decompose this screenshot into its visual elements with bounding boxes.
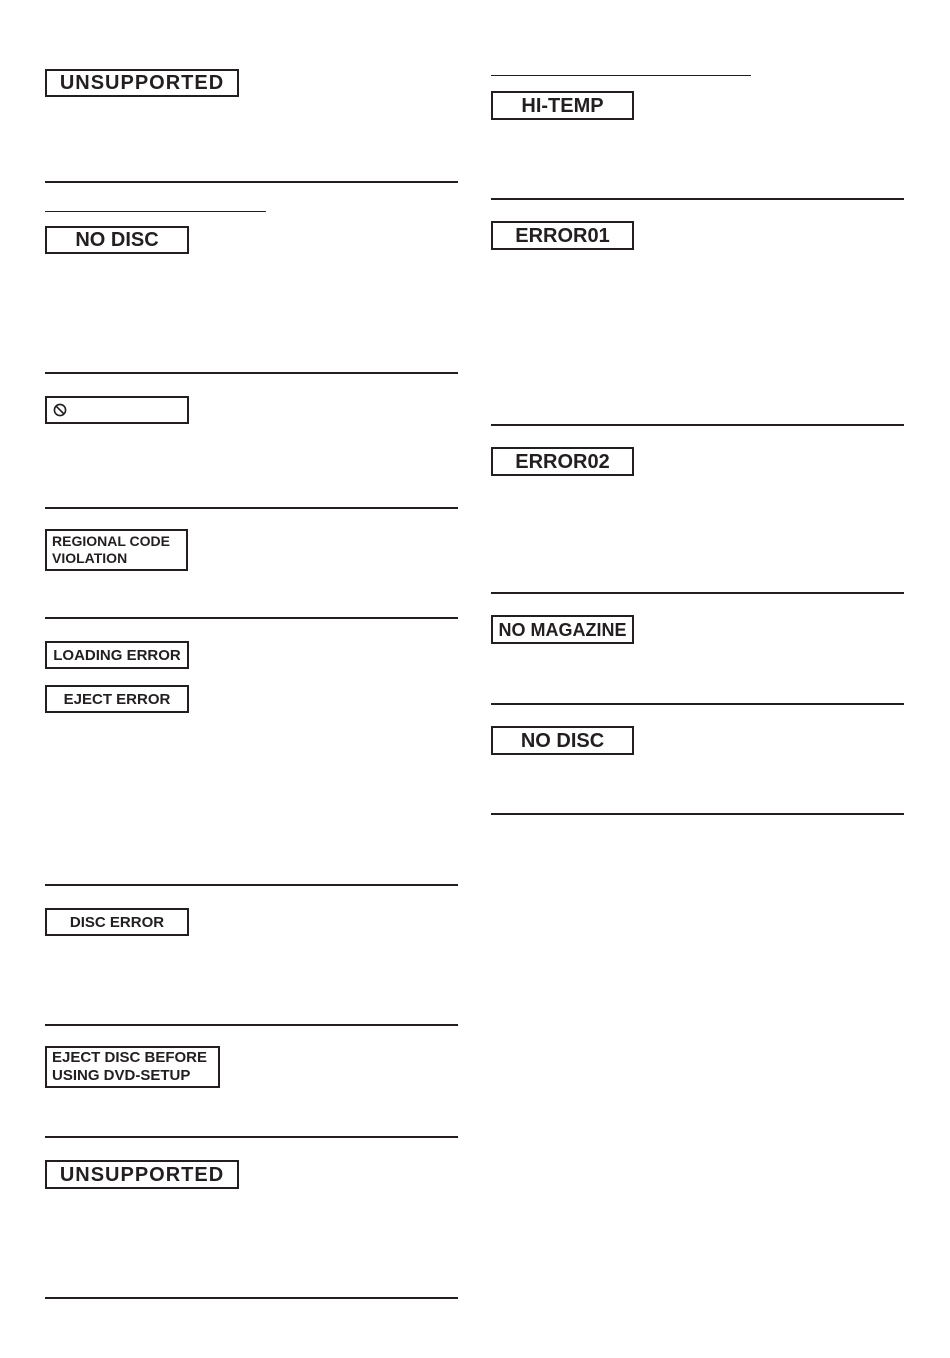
section-divider <box>45 1136 458 1138</box>
loading-error-label <box>45 641 189 669</box>
regional-code-line2: VIOLATION <box>52 550 128 566</box>
section-divider <box>45 1297 458 1299</box>
subsection-divider <box>491 75 751 76</box>
no-disc-label <box>45 226 189 254</box>
error01-label <box>491 221 634 250</box>
section-divider <box>45 884 458 886</box>
eject-error-label <box>45 685 189 713</box>
section-divider <box>45 372 458 374</box>
section-divider <box>491 703 904 705</box>
subsection-divider <box>45 211 266 212</box>
no-magazine-text: NO MAGAZINE <box>498 619 627 640</box>
regional-code-line1: REGIONAL CODE <box>52 533 170 550</box>
no-disc-text: NO DISC <box>75 229 159 251</box>
unsupported-bottom-text: UNSUPPORTED <box>59 1163 225 1186</box>
eject-disc-before-line1: EJECT DISC BEFORE <box>52 1049 208 1066</box>
error01-text: ERROR01 <box>515 224 610 247</box>
error02-text: ERROR02 <box>515 450 610 473</box>
section-divider <box>45 617 458 619</box>
section-divider <box>491 813 904 815</box>
prohibit-label <box>45 396 189 424</box>
eject-error-text: EJECT ERROR <box>63 690 171 708</box>
section-divider <box>45 1024 458 1026</box>
section-divider <box>45 181 458 183</box>
eject-disc-before-line2: USING DVD-SETUP <box>52 1067 191 1084</box>
no-disc-right-text: NO DISC <box>520 729 605 752</box>
no-disc-right-label <box>491 726 634 755</box>
section-divider <box>491 198 904 200</box>
unsupported-top-label <box>45 69 239 97</box>
eject-disc-before-label <box>45 1046 220 1088</box>
section-divider <box>491 424 904 426</box>
unsupported-top-text: UNSUPPORTED <box>59 72 225 94</box>
disc-error-label <box>45 908 189 936</box>
loading-error-text: LOADING ERROR <box>53 646 181 664</box>
section-divider <box>491 592 904 594</box>
section-divider <box>45 507 458 509</box>
prohibited-icon <box>53 403 67 417</box>
no-magazine-label <box>491 615 634 644</box>
disc-error-text: DISC ERROR <box>69 913 165 931</box>
hi-temp-text: HI-TEMP <box>521 94 604 117</box>
error02-label <box>491 447 634 476</box>
hi-temp-label <box>491 91 634 120</box>
unsupported-bottom-label <box>45 1160 239 1189</box>
regional-code-violation-label <box>45 529 188 571</box>
